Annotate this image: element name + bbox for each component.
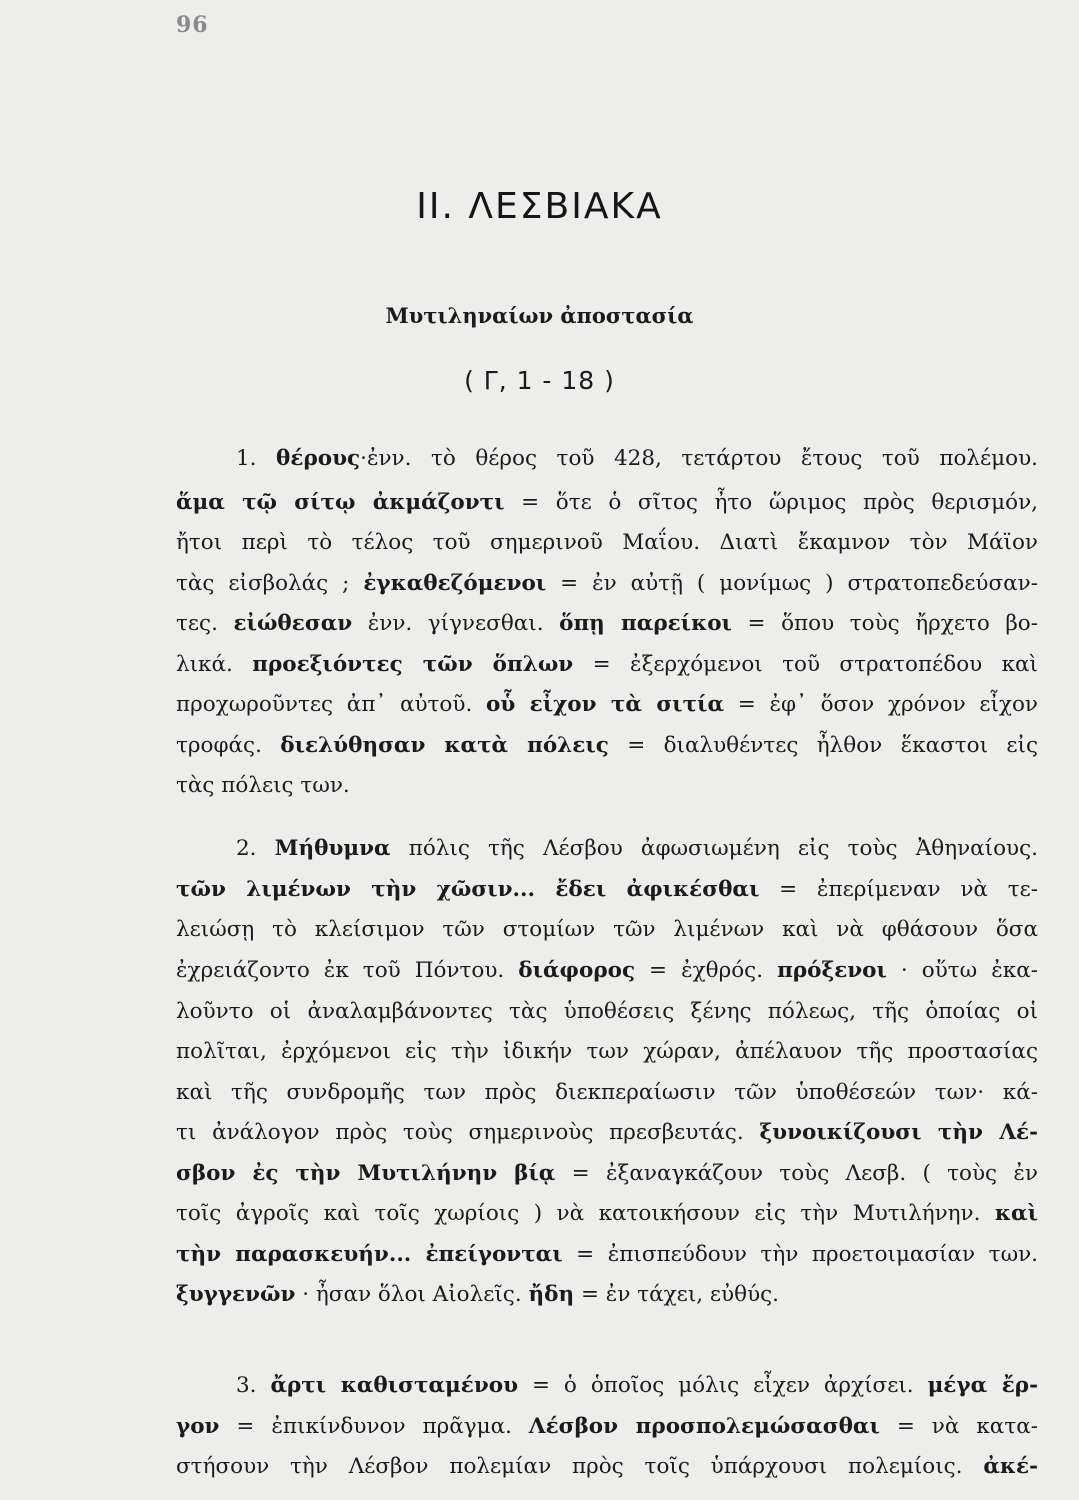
- text-run: = ἐν τάχει, εὐθύς.: [574, 1282, 780, 1307]
- text-run: τι ἀνάλογον πρὸς τοὺς σημερινοὺς πρεσβευτάς.: [176, 1120, 760, 1145]
- bold-term: ὅπῃ παρείκοι: [559, 611, 732, 636]
- text-run: τὰς πόλεις των.: [176, 773, 350, 798]
- bold-term: σβον ἐς τὴν Μυτιλήνην βίᾳ: [176, 1161, 556, 1186]
- text-run: προχωροῦντες ἀπ᾽ αὐτοῦ.: [176, 692, 487, 717]
- paragraph-2-line-7: [176, 1080, 1038, 1105]
- paragraph-2-line-5: [176, 999, 1038, 1024]
- text-run: 3.: [236, 1373, 271, 1398]
- bold-term: γον: [176, 1414, 220, 1439]
- bold-term: ἤδη: [528, 1282, 575, 1307]
- paragraph-2-line-6: [176, 1039, 1038, 1064]
- paragraph-1-line-2: [176, 490, 1038, 515]
- text-run: = ὅτε ὁ σῖτος ἦτο ὥριμος πρὸς θερισμόν,: [504, 490, 1039, 515]
- text-run: ἐχρειάζοντο ἐκ τοῦ Πόντου.: [176, 958, 519, 983]
- paragraph-2-line-10: [176, 1201, 1038, 1226]
- text-run: ἐνν. γίγνεσθαι.: [352, 611, 560, 636]
- bold-term: εἰώθεσαν: [233, 611, 353, 636]
- text-run: = ἐπισπεύδουν τὴν προετοιμασίαν των.: [562, 1242, 1039, 1267]
- paragraph-3-line-3: [176, 1454, 1038, 1479]
- text-run: ἤτοι περὶ τὸ τέλος τοῦ σημερινοῦ Μαΐου. Διατὶ ἔκαμνον τὸν Μάϊον: [176, 530, 1038, 555]
- text-run: · οὕτω ἐκα-: [886, 958, 1038, 983]
- paragraph-1-line-3: [176, 530, 1038, 555]
- bold-term: Λέσβον προσπολεμώσασθαι: [528, 1414, 880, 1439]
- paragraph-1-line-7: [176, 692, 1038, 717]
- text-run: τροφάς.: [176, 733, 281, 758]
- bold-term: θέρους: [276, 446, 361, 471]
- text-run: λικά.: [176, 652, 253, 677]
- text-run: = ὅπου τοὺς ἤρχετο βο-: [731, 611, 1038, 636]
- text-run: 1.: [236, 446, 277, 471]
- text-run: τες.: [176, 611, 234, 636]
- paragraph-1-line-1: [236, 446, 1038, 471]
- text-run: = διαλυθέντες ἦλθον ἕκαστοι εἰς: [608, 733, 1039, 758]
- text-run: = ἐφ᾽ ὅσον χρόνον εἶχον: [724, 692, 1038, 717]
- paragraph-3-line-2: [176, 1414, 1038, 1439]
- bold-term: διελύθησαν κατὰ πόλεις: [280, 733, 609, 758]
- text-run: = ἐξαναγκάζουν τοὺς Λεσβ. ( τοὺς ἐν: [555, 1161, 1038, 1186]
- paragraph-1-line-5: [176, 611, 1038, 636]
- paragraph-1-line-9: [176, 773, 1038, 798]
- bold-term: Μήθυμνα: [274, 836, 391, 861]
- paragraph-1-line-6: [176, 652, 1038, 677]
- text-run: = ἐν αὐτῇ ( μονίμως ) στρατοπεδεύσαν-: [546, 571, 1038, 596]
- section-title: Μυτιληναίων ἀποστασία: [385, 303, 694, 328]
- bold-term: ἅμα τῷ σίτῳ ἀκμάζοντι: [176, 490, 505, 515]
- paragraph-1-line-8: [176, 733, 1038, 758]
- bold-term: οὗ εἶχον τὰ σιτία: [486, 692, 724, 717]
- text-run: καὶ τῆς συνδρομῆς των πρὸς διεκπεραίωσιν τῶν ὑποθέσεών των· κά-: [176, 1080, 1038, 1105]
- paragraph-2-line-9: [176, 1161, 1038, 1186]
- paragraph-2-line-3: [176, 917, 1038, 942]
- paragraph-2-line-4: [176, 958, 1038, 983]
- text-run: = ἐξερχόμενοι τοῦ στρατοπέδου καὶ: [573, 652, 1038, 677]
- text-run: τὰς εἰσβολάς ;: [176, 571, 364, 596]
- text-run: 2.: [236, 836, 275, 861]
- text-run: = ὁ ὁποῖος μόλις εἶχεν ἀρχίσει.: [518, 1373, 928, 1398]
- text-run: = ἐπερίμεναν νὰ τε-: [759, 877, 1038, 902]
- chapter-title: II. ΛΕΣΒΙΑΚΑ: [416, 186, 663, 227]
- paragraph-2-line-8: [176, 1120, 1038, 1145]
- text-run: λειώσῃ τὸ κλείσιμον τῶν στομίων τῶν λιμένων καὶ νὰ φθάσουν ὅσα: [176, 917, 1038, 942]
- paragraph-2-line-12: [176, 1282, 1038, 1307]
- bold-term: ἄρτι καθισταμένου: [270, 1373, 519, 1398]
- bold-term: ξυγγενῶν: [176, 1282, 296, 1307]
- page-number: 96: [176, 12, 209, 38]
- bold-term: προεξιόντες τῶν ὅπλων: [252, 652, 574, 677]
- text-run: = νὰ κατα-: [879, 1414, 1038, 1439]
- text-reference: ( Γ, 1 - 18 ): [464, 366, 615, 395]
- paragraph-3-line-1: [236, 1373, 1038, 1398]
- bold-term: καὶ: [994, 1201, 1038, 1226]
- text-run: στήσουν τὴν Λέσβον πολεμίαν πρὸς τοῖς ὑπάρχουσι πολεμίοις.: [176, 1454, 984, 1479]
- paragraph-2-line-1: [236, 836, 1038, 861]
- bold-term: τὴν παρασκευήν... ἐπείγονται: [176, 1242, 563, 1267]
- paragraph-1-line-4: [176, 571, 1038, 596]
- text-run: πόλις τῆς Λέσβου ἀφωσιωμένη εἰς τοὺς Ἀθηναίους.: [390, 836, 1038, 861]
- bold-term: διάφορος: [518, 958, 636, 983]
- text-run: λοῦντο οἱ ἀναλαμβάνοντες τὰς ὑποθέσεις ξένης πόλεως, τῆς ὁποίας οἱ: [176, 999, 1038, 1024]
- text-run: πολῖται, ἐρχόμενοι εἰς τὴν ἰδικήν των χώραν, ἀπέλαυον τῆς προστασίας: [176, 1039, 1038, 1064]
- bold-term: τῶν λιμένων τὴν χῶσιν... ἔδει ἀφικέσθαι: [176, 877, 760, 902]
- bold-term: ἐγκαθεζόμενοι: [363, 571, 547, 596]
- paragraph-2-line-11: [176, 1242, 1038, 1267]
- bold-term: μέγα ἔρ-: [927, 1373, 1038, 1398]
- paragraph-2-line-2: [176, 877, 1038, 902]
- text-run: ·ἐνν. τὸ θέρος τοῦ 428, τετάρτου ἔτους τοῦ πολέμου.: [360, 446, 1038, 471]
- text-run: · ἦσαν ὅλοι Αἰολεῖς.: [295, 1282, 529, 1307]
- bold-term: ξυνοικίζουσι τὴν Λέ-: [759, 1120, 1039, 1145]
- text-run: = ἐπικίνδυνον πρᾶγμα.: [219, 1414, 529, 1439]
- text-run: τοῖς ἀγροῖς καὶ τοῖς χωρίοις ) νὰ κατοικήσουν εἰς τὴν Μυτιλήνην.: [176, 1201, 995, 1226]
- bold-term: πρόξενοι: [777, 958, 887, 983]
- text-run: = ἐχθρός.: [635, 958, 778, 983]
- bold-term: ἀκέ-: [983, 1454, 1038, 1479]
